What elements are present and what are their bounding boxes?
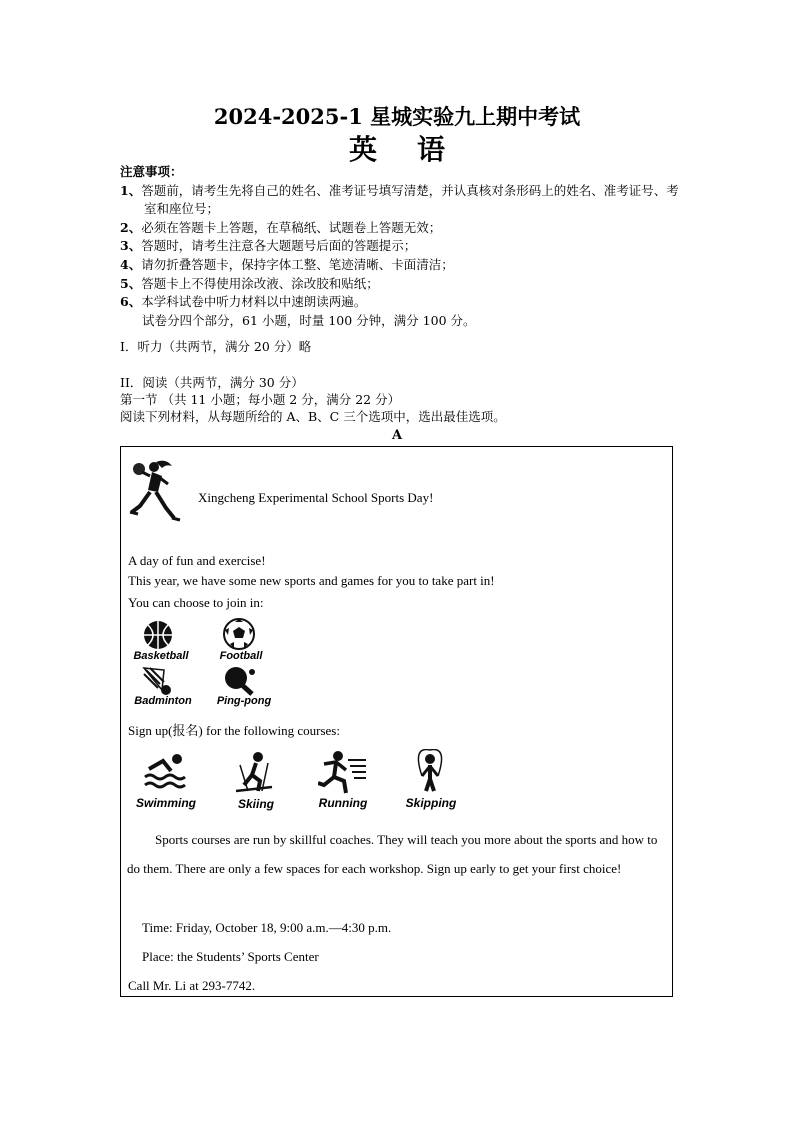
- passage-line3: You can choose to join in:: [128, 595, 264, 610]
- subject-title: 英语: [348, 133, 485, 166]
- note-item: 6、本学科试卷中听力材料以中速朗读两遍。: [120, 294, 367, 310]
- runner-girl-icon: [128, 456, 184, 528]
- section-instruction: 阅读下列材料，从每题所给的 A、B、C 三个选项中，选出最佳选项。: [120, 409, 506, 424]
- passage-paragraph: Sports courses are run by skillful coaches. They will teach you more about the sports and how to do them. There are only a few spaces for each workshop. Sign up early to get your first choice!: [127, 832, 658, 876]
- page-title: 2024-2025-1 星城实验九上期中考试: [213, 104, 581, 129]
- sport-label-football: Football: [219, 650, 263, 662]
- passage-line1: A day of fun and exercise!: [128, 553, 266, 568]
- course-label-running: Running: [318, 796, 368, 810]
- running-icon: [318, 750, 368, 794]
- section-reading: II．阅读（共两节，满分 30 分）: [120, 375, 304, 390]
- skipping-rope-icon: [412, 749, 448, 795]
- sport-label-ping-pong: Ping-pong: [216, 695, 272, 707]
- football-icon: [222, 617, 256, 651]
- sport-label-badminton: Badminton: [134, 695, 192, 707]
- passage-place: Place: the Students’ Sports Center: [142, 949, 319, 964]
- section-part1: 第一节 （共 11 小题；每小题 2 分，满分 22 分）: [120, 392, 401, 407]
- basketball-icon: [142, 619, 174, 651]
- exam-notes: [120, 163, 680, 330]
- passage-time: Time: Friday, October 18, 9:00 a.m.—4:30 p.m.: [142, 920, 392, 935]
- swimming-icon: [143, 751, 187, 793]
- note-item: 2、必须在答题卡上答题，在草稿纸、试题卷上答题无效；: [120, 219, 442, 235]
- exam-summary: 试卷分四个部分，61 小题，时量 100 分钟，满分 100 分。: [142, 312, 476, 328]
- section-listening: I．听力（共两节，满分 20 分）略: [120, 339, 312, 354]
- course-label-skiing: Skiing: [237, 797, 274, 811]
- signup-line: Sign up(报名) for the following courses:: [128, 723, 340, 738]
- sport-label-basketball: Basketball: [133, 650, 189, 662]
- passage-contact: Call Mr. Li at 293-7742.: [128, 978, 256, 993]
- passage-headline: Xingcheng Experimental School Sports Day!: [198, 490, 434, 505]
- passage-label: A: [391, 428, 403, 443]
- course-label-swimming: Swimming: [135, 796, 196, 810]
- note-item: 5、答题卡上不得使用涂改液、涂改胶和贴纸；: [120, 275, 379, 291]
- skiing-icon: [234, 751, 278, 795]
- notes-heading: 注意事项：: [120, 164, 183, 179]
- note-item: 3、答题时，请考生注意各大题题号后面的答题提示；: [120, 238, 417, 254]
- passage-line2: This year, we have some new sports and games for you to take part in!: [128, 573, 495, 588]
- note-item: 1、答题前，请考生先将自己的姓名、准考证号填写清楚，并认真核对条形码上的姓名、准考证号、考室和座位号；: [120, 182, 679, 217]
- ping-pong-paddle-icon: [222, 665, 258, 697]
- badminton-shuttlecock-icon: [142, 666, 174, 696]
- note-item: 4、请勿折叠答题卡，保持字体工整、笔迹清晰、卡面清洁；: [120, 256, 454, 272]
- course-label-skipping: Skipping: [405, 796, 457, 810]
